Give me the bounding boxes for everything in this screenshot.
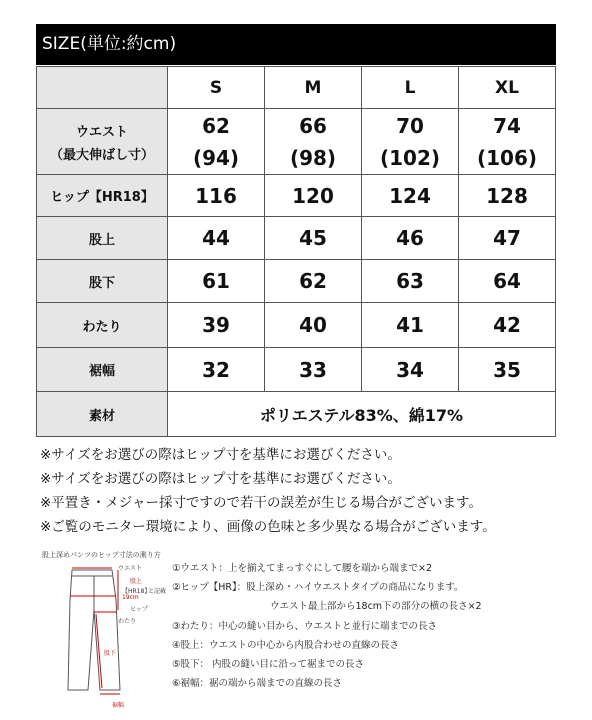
size-header-l: L	[362, 67, 459, 109]
thigh-value-m: 40	[265, 303, 362, 348]
pants-measurement-diagram	[60, 560, 160, 700]
diagram-label-hr18: 【HR18】	[122, 588, 151, 595]
waist-value-xl	[459, 109, 556, 175]
notes-section	[40, 443, 570, 539]
waist-max-l: (102)	[379, 145, 441, 170]
material-value: ポリエステル83%、綿17%	[168, 392, 556, 437]
table-row-rise	[37, 217, 556, 260]
hem-value-l: 34	[362, 348, 459, 392]
note-line-1: ※サイズをお選びの際はヒップ寸を基準にお選びください。	[40, 447, 401, 463]
note-line-4: ※ご覧のモニター環境により、画像の色味と多少異なる場合がございます。	[40, 519, 496, 535]
row-label-inseam: 股下	[37, 260, 168, 303]
header-corner-cell	[37, 67, 168, 109]
row-label-waist-line1: ウエスト	[75, 124, 128, 140]
size-table	[36, 66, 556, 437]
legend-hem: ⑥裾幅：裾の端から端までの直線の長さ	[172, 678, 343, 690]
rise-value-xl: 47	[459, 217, 556, 260]
hip-value-m: 120	[265, 175, 362, 217]
hip-value-xl: 128	[459, 175, 556, 217]
size-header-s: S	[168, 67, 265, 109]
note-line-3: ※平置き・メジャー採寸ですので若干の誤差が生じる場合がございます。	[40, 495, 482, 511]
waist-s: 62	[202, 113, 230, 138]
row-label-waist	[37, 109, 168, 175]
inseam-value-l: 63	[362, 260, 459, 303]
diagram-label-hip: ヒップ	[130, 606, 148, 613]
diagram-title: 股上深めパンツのヒップ寸法の測り方	[42, 551, 161, 559]
diagram-label-hem: 裾幅	[112, 702, 125, 709]
row-label-hip: ヒップ【HR18】	[37, 175, 168, 217]
waist-xl: 74	[493, 113, 521, 138]
note-line-2: ※サイズをお選びの際はヒップ寸を基準にお選びください。	[40, 471, 401, 487]
legend-inseam: ⑤股下： 内股の縫い目に沿って裾までの長さ	[172, 658, 365, 670]
waist-l: 70	[396, 113, 424, 138]
table-row-waist	[37, 109, 556, 175]
thigh-value-l: 41	[362, 303, 459, 348]
measurement-legend	[172, 559, 582, 693]
legend-hip-detail: ウエスト最上部から18cm下の部分の横の長さ×2	[270, 601, 482, 613]
rise-value-m: 45	[265, 217, 362, 260]
inseam-value-m: 62	[265, 260, 362, 303]
row-label-waist-line2: （最大伸ばし寸）	[49, 147, 154, 163]
legend-rise: ④股上：ウエストの中心から内股合わせの直線の長さ	[172, 639, 400, 651]
rise-value-l: 46	[362, 217, 459, 260]
waist-value-m	[265, 109, 362, 175]
inseam-value-s: 61	[168, 260, 265, 303]
diagram-label-hr18-sub: と記載	[148, 588, 167, 595]
size-header-xl: XL	[459, 67, 556, 109]
legend-thigh: ③わたり：中心の縫い目から、ウエストと並行に端までの長さ	[172, 620, 438, 632]
size-header-row	[37, 67, 556, 109]
hem-value-m: 33	[265, 348, 362, 392]
row-label-thigh: わたり	[37, 303, 168, 348]
waist-value-l	[362, 109, 459, 175]
table-row-hip	[37, 175, 556, 217]
diagram-label-waist: ウエスト	[118, 565, 143, 572]
hem-value-s: 32	[168, 348, 265, 392]
waist-m: 66	[299, 113, 327, 138]
table-row-hem	[37, 348, 556, 392]
diagram-label-inseam: 股下	[104, 650, 117, 657]
rise-value-s: 44	[168, 217, 265, 260]
thigh-value-s: 39	[168, 303, 265, 348]
waist-max-s: (94)	[192, 145, 240, 170]
row-label-rise: 股上	[37, 217, 168, 260]
diagram-label-rise-cm: 19cm	[122, 594, 139, 601]
hip-value-l: 124	[362, 175, 459, 217]
inseam-value-xl: 64	[459, 260, 556, 303]
row-label-material: 素材	[37, 392, 168, 437]
size-table-title: SIZE(単位:約cm)	[36, 24, 556, 65]
waist-value-s	[168, 109, 265, 175]
row-label-hem: 裾幅	[37, 348, 168, 392]
legend-waist: ①ウエスト：上を揃えてまっすぐにして腰を端から端まで×2	[172, 563, 433, 574]
waist-max-m: (98)	[289, 145, 337, 170]
diagram-label-rise: 股上	[130, 578, 143, 585]
size-header-m: M	[265, 67, 362, 109]
table-row-thigh	[37, 303, 556, 348]
waist-max-xl: (106)	[476, 145, 538, 170]
table-row-inseam	[37, 260, 556, 303]
hem-value-xl: 35	[459, 348, 556, 392]
diagram-label-thigh: わたり	[118, 618, 137, 625]
table-row-material	[37, 392, 556, 437]
hip-value-s: 116	[168, 175, 265, 217]
thigh-value-xl: 42	[459, 303, 556, 348]
legend-hip: ②ヒップ【HR】：股上深め・ハイウエストタイプの商品になります。	[172, 582, 464, 594]
